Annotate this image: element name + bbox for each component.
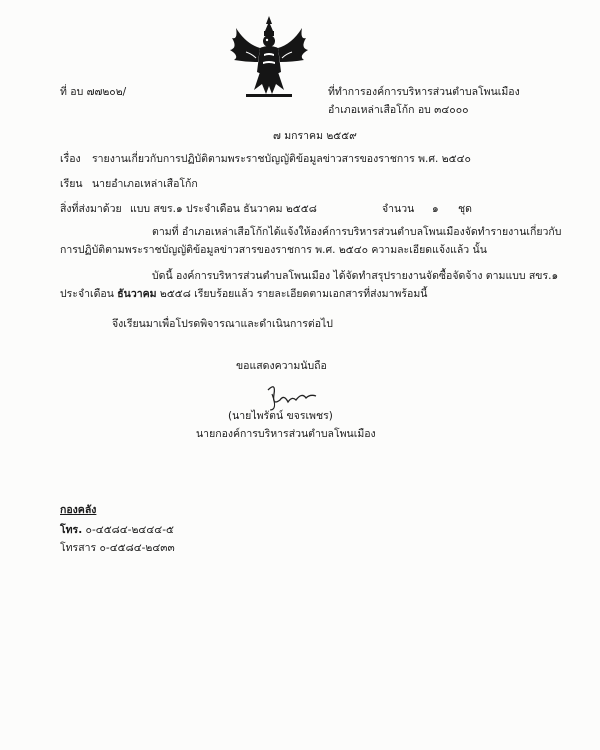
signer-title: นายกองค์การบริหารส่วนตำบลโพนเมือง xyxy=(196,428,376,440)
paragraph-2-rest: ๒๕๕๘ เรียบร้อยแล้ว รายละเอียดตามเอกสารที่ส่งมาพร้อมนี้ xyxy=(159,288,428,300)
footer-fax xyxy=(60,542,175,556)
paragraph-1-line-2: การปฏิบัติตามพระราชบัญญัติข้อมูลข่าวสารของราชการ พ.ศ. ๒๕๔๐ ความละเอียดแจ้งแล้ว นั้น xyxy=(60,244,487,256)
paragraph-3: จึงเรียนมาเพื่อโปรดพิจารณาและดำเนินการต่อไป xyxy=(112,318,333,330)
enclosure-count-label: จำนวน xyxy=(382,203,415,215)
paragraph-2-month-prefix: ประจำเดือน xyxy=(60,288,114,300)
subject-text: รายงานเกี่ยวกับการปฏิบัติตามพระราชบัญญัติข้อมูลข่าวสารของราชการ พ.ศ. ๒๕๔๐ xyxy=(92,153,471,165)
handwritten-signature xyxy=(262,380,322,414)
paragraph-2-line-2 xyxy=(60,288,427,302)
footer-telephone xyxy=(60,524,174,538)
enclosure-label: สิ่งที่ส่งมาด้วย xyxy=(60,203,122,215)
enclosure-text: แบบ สขร.๑ ประจำเดือน ธันวาคม ๒๕๕๘ xyxy=(130,203,317,215)
office-address-line2: อำเภอเหล่าเสือโก้ก อบ ๓๔๐๐๐ xyxy=(328,104,469,116)
salutation-label: เรียน xyxy=(60,178,83,190)
garuda-emblem-icon xyxy=(226,14,312,100)
footer-department: กองคลัง xyxy=(60,504,97,516)
subject-label: เรื่อง xyxy=(60,153,81,165)
telephone-label: โทร. xyxy=(60,524,83,536)
document-number: ที่ อบ ๗๗๒๐๒/ xyxy=(60,86,127,98)
signer-name: (นายไพรัตน์ ขจรเพชร) xyxy=(228,410,333,422)
paragraph-2-line-1: บัดนี้ องค์การบริหารส่วนตำบลโพนเมือง ได้จัดทำสรุปรายงานจัดซื้อจัดจ้าง ตามแบบ สขร.๑ xyxy=(152,270,559,282)
enclosure-count-value: ๑ xyxy=(432,203,439,215)
fax-label: โทรสาร xyxy=(60,542,97,554)
salutation-text: นายอำเภอเหล่าเสือโก้ก xyxy=(92,178,198,190)
office-address-line1: ที่ทำการองค์การบริหารส่วนตำบลโพนเมือง xyxy=(328,86,520,98)
closing-text: ขอแสดงความนับถือ xyxy=(236,360,327,372)
fax-value: ๐-๔๕๘๔-๒๔๓๓ xyxy=(99,542,175,554)
telephone-value: ๐-๔๕๘๔-๒๔๔๔-๕ xyxy=(85,524,174,536)
paragraph-1-line-1: ตามที่ อำเภอเหล่าเสือโก้กได้แจ้งให้องค์การบริหารส่วนตำบลโพนเมืองจัดทำรายงานเกี่ยวกับ xyxy=(152,226,562,238)
enclosure-unit: ชุด xyxy=(458,203,472,215)
paragraph-2-month: ธันวาคม xyxy=(117,288,157,300)
document-date: ๗ มกราคม ๒๕๕๙ xyxy=(273,130,357,142)
